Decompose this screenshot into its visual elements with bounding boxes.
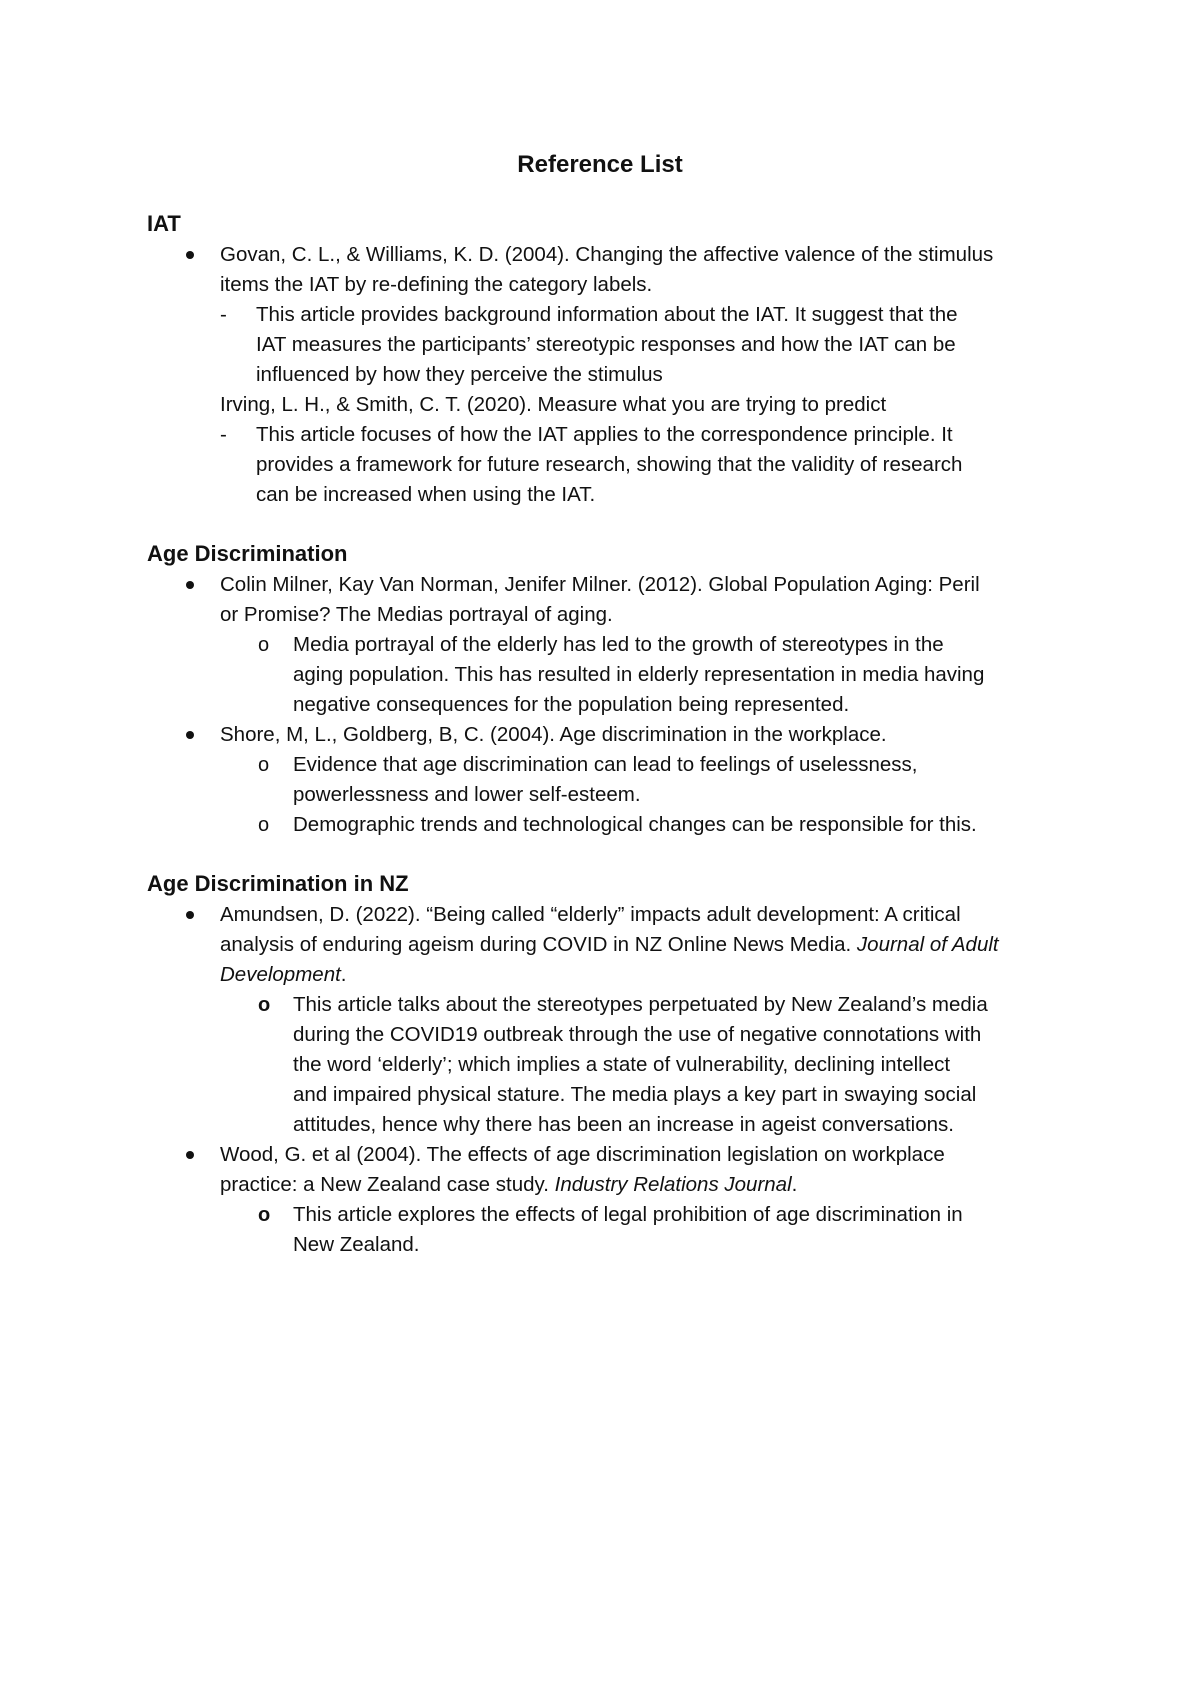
annotation-text: powerlessness and lower self-esteem. — [293, 783, 641, 806]
reference-text: Irving, L. H., & Smith, C. T. (2020). Measure what you are trying to predict — [220, 393, 887, 416]
reference-text: Wood, G. et al (2004). The effects of age discrimination legislation on workplace — [220, 1143, 945, 1166]
bullet-icon — [186, 1151, 194, 1159]
annotation-text: attitudes, hence why there has been an increase in ageist conversations. — [293, 1113, 954, 1136]
bullet-icon — [186, 251, 194, 259]
bullet-icon — [186, 731, 194, 739]
annotation-text: during the COVID19 outbreak through the use of negative connotations with — [293, 1023, 982, 1046]
reference-text: or Promise? The Medias portrayal of aging. — [220, 603, 613, 626]
journal-title: Journal of Adult — [856, 933, 999, 956]
annotation-text: Evidence that age discrimination can lead to feelings of uselessness, — [293, 753, 918, 776]
journal-title: Development — [220, 963, 341, 986]
annotation-text: IAT measures the participants’ stereotypic responses and how the IAT can be — [256, 333, 956, 356]
annotation-text: Media portrayal of the elderly has led to the growth of stereotypes in the — [293, 633, 944, 656]
bullet-icon — [186, 581, 194, 589]
section-heading-age-discrimination-nz: Age Discrimination in NZ — [147, 871, 409, 896]
circle-bullet-icon: o — [258, 814, 270, 836]
annotation-text: the word ‘elderly’; which implies a state of vulnerability, declining intellect — [293, 1053, 951, 1076]
section-heading-age-discrimination: Age Discrimination — [147, 541, 348, 566]
reference-text: items the IAT by re-defining the category labels. — [220, 273, 653, 296]
annotation-text: This article explores the effects of legal prohibition of age discrimination in — [293, 1203, 963, 1226]
reference-text: Colin Milner, Kay Van Norman, Jenifer Milner. (2012). Global Population Aging: Peril — [220, 573, 980, 596]
circle-bullet-icon: o — [258, 994, 271, 1016]
reference-text — [220, 931, 999, 959]
annotation-text: This article provides background information about the IAT. It suggest that the — [256, 303, 958, 326]
circle-bullet-icon: o — [258, 1204, 271, 1226]
bullet-icon — [186, 911, 194, 919]
reference-text — [220, 961, 347, 989]
annotation-text: This article talks about the stereotypes perpetuated by New Zealand’s media — [293, 993, 988, 1016]
annotation-text: provides a framework for future research, showing that the validity of research — [256, 453, 963, 476]
annotation-text: influenced by how they perceive the stimulus — [256, 363, 663, 386]
reference-text — [220, 1171, 797, 1199]
annotation-text: can be increased when using the IAT. — [256, 483, 596, 506]
reference-text: Amundsen, D. (2022). “Being called “elderly” impacts adult development: A critical — [220, 903, 961, 926]
reference-text-plain: . — [340, 963, 347, 986]
page-title: Reference List — [517, 151, 683, 178]
reference-text-plain: practice: a New Zealand case study. — [220, 1173, 555, 1196]
annotation-text: New Zealand. — [293, 1233, 420, 1256]
annotation-text: Demographic trends and technological changes can be responsible for this. — [293, 813, 977, 836]
reference-text-plain: . — [791, 1173, 798, 1196]
circle-bullet-icon: o — [258, 754, 270, 776]
reference-text: Govan, C. L., & Williams, K. D. (2004). Changing the affective valence of the stimulus — [220, 243, 994, 266]
journal-title: Industry Relations Journal — [554, 1173, 792, 1196]
dash-marker: - — [220, 303, 227, 326]
annotation-text: aging population. This has resulted in elderly representation in media having — [293, 663, 985, 686]
circle-bullet-icon: o — [258, 634, 270, 656]
reference-text: Shore, M, L., Goldberg, B, C. (2004). Age discrimination in the workplace. — [220, 723, 887, 746]
section-heading-iat: IAT — [147, 211, 181, 236]
annotation-text: This article focuses of how the IAT applies to the correspondence principle. It — [256, 423, 953, 446]
annotation-text: and impaired physical stature. The media plays a key part in swaying social — [293, 1083, 977, 1106]
annotation-text: negative consequences for the population being represented. — [293, 693, 850, 716]
reference-text-plain: analysis of enduring ageism during COVID in NZ Online News Media. — [220, 933, 857, 956]
dash-marker: - — [220, 423, 227, 446]
